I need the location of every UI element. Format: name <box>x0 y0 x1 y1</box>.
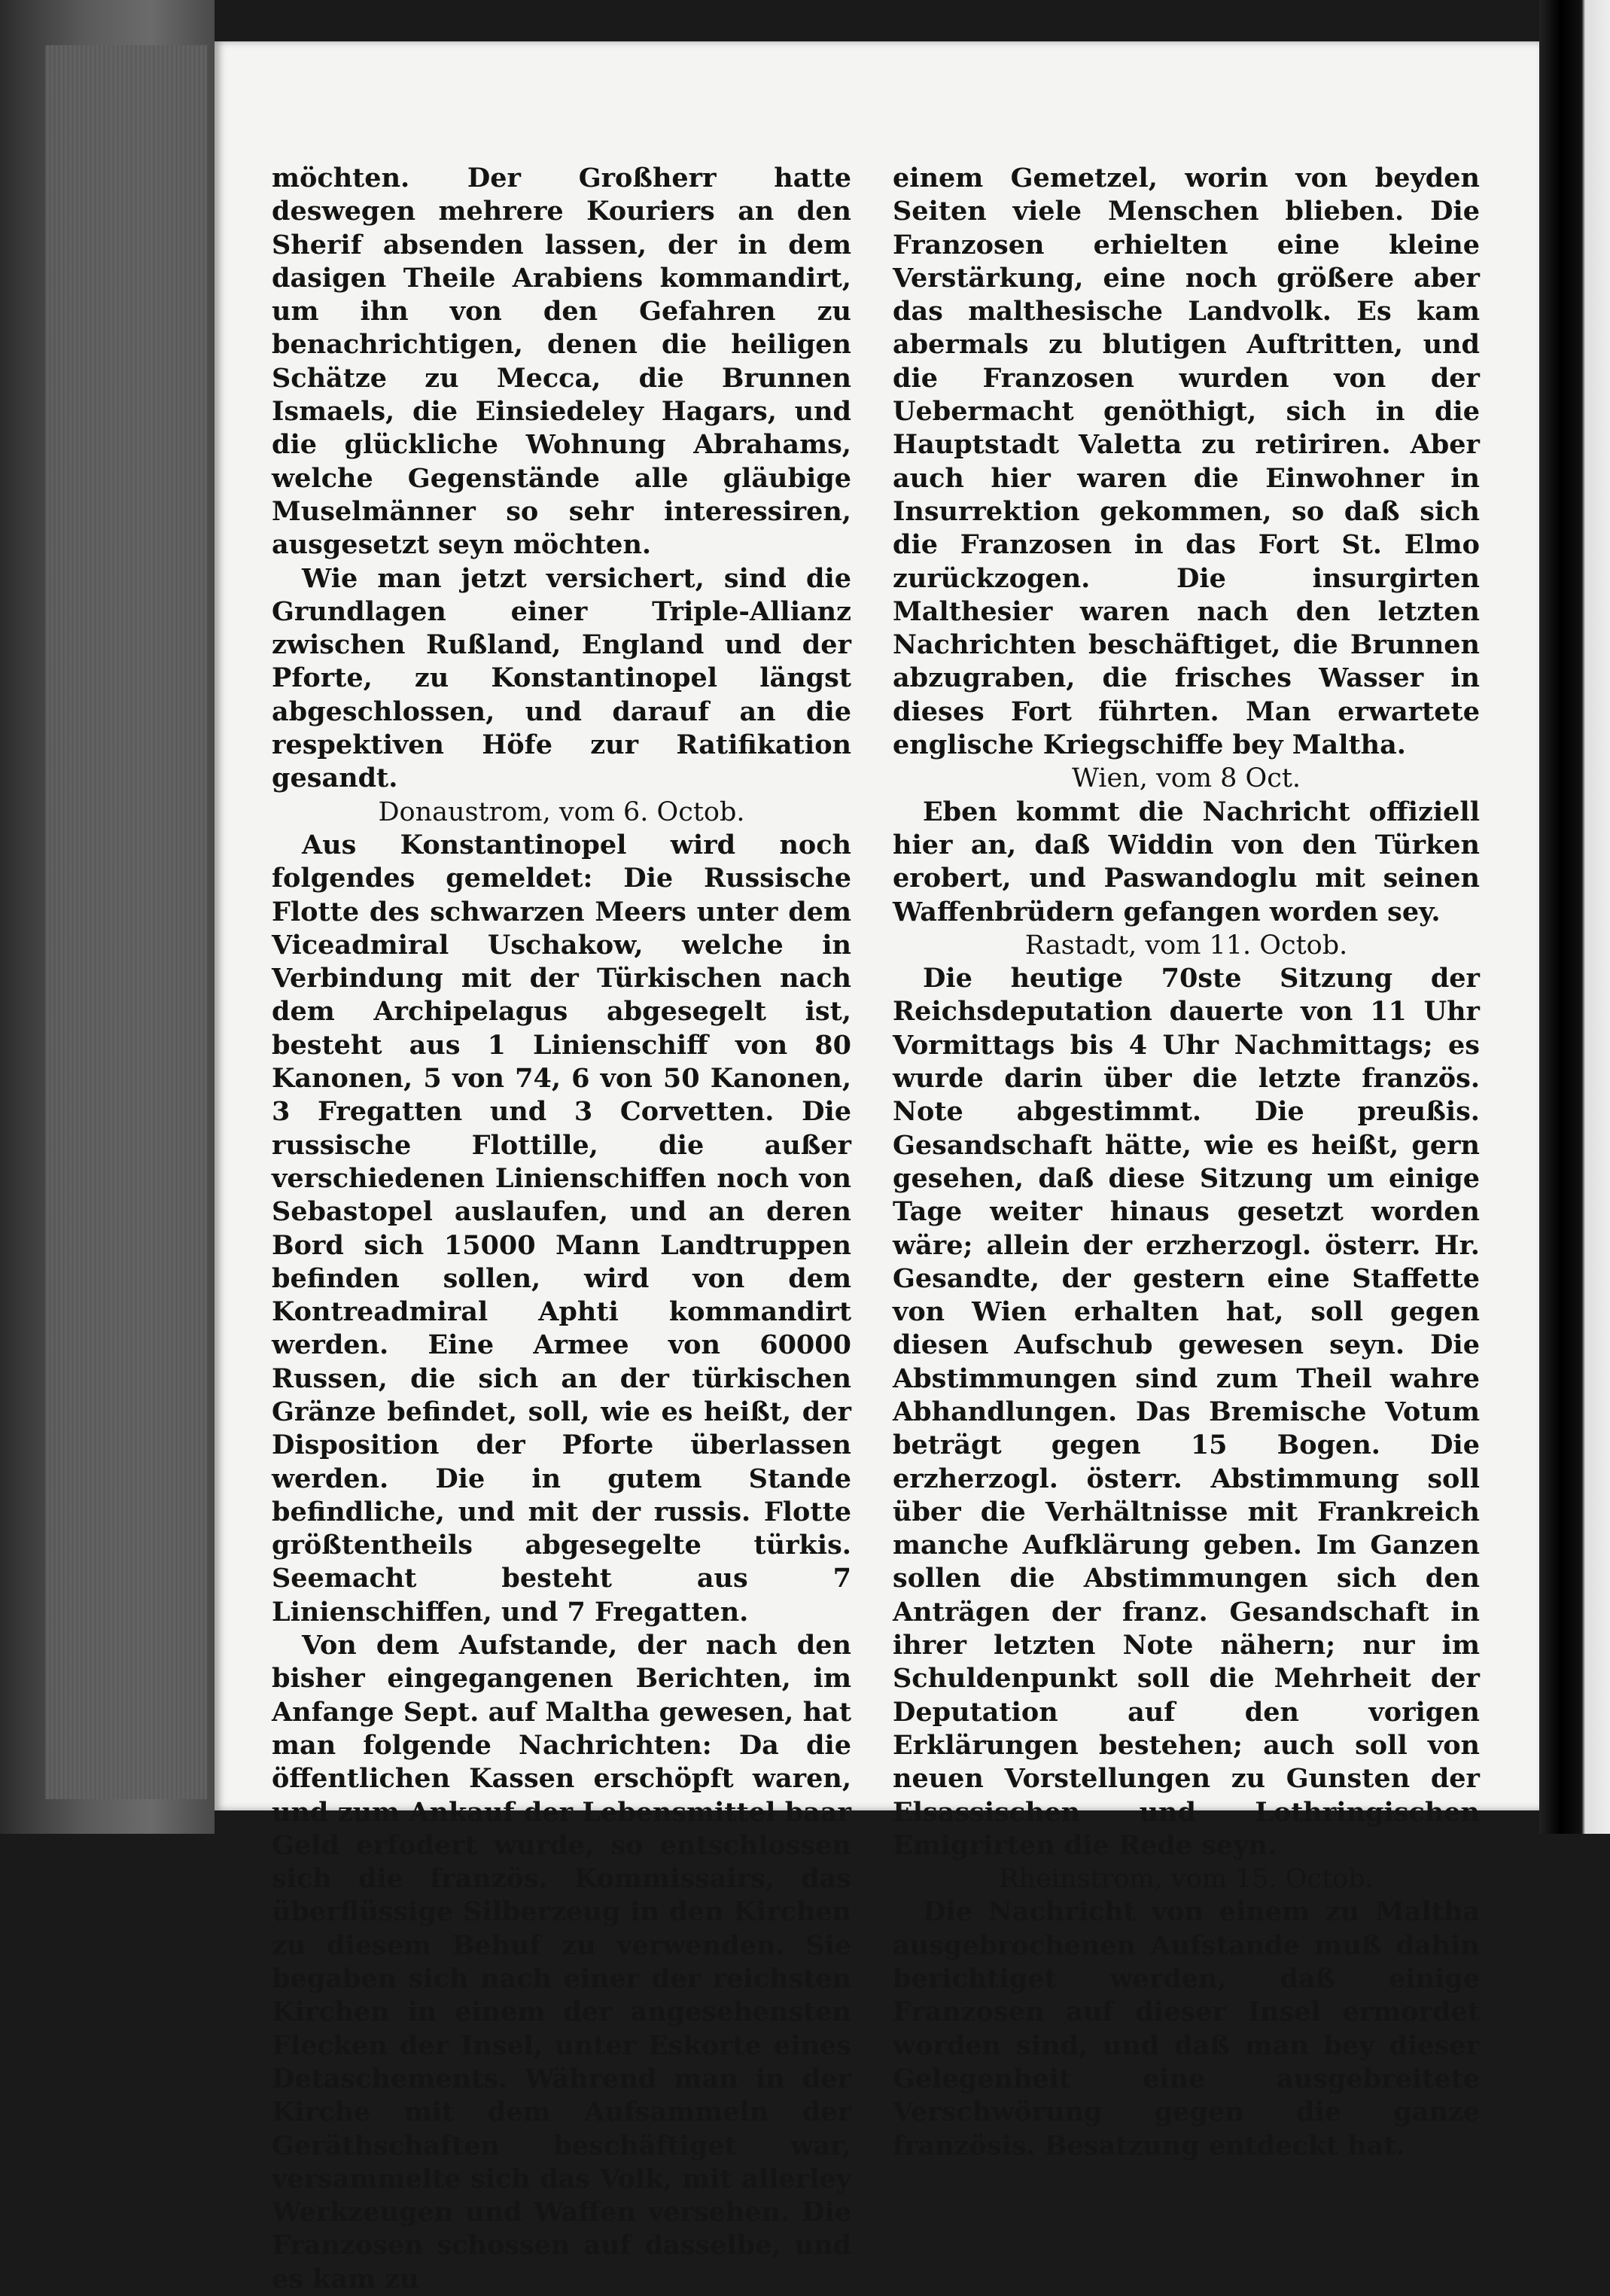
dateline: Rastadt, vom 11. Octob. <box>1024 930 1348 961</box>
article-paragraph: Die Nachricht von einem zu Maltha ausgebrochenen Aufstande muß dahin berichtiget werden, daß einige Franzosen auf dieser Insel ermordet worden sind, und daß man bey dieser Gelegenheit eine ausgebreitete Verschwörung gegen die ganze französis. Besatzung entdeckt hat. <box>893 1896 1480 2161</box>
dateline: Wien, vom 8 Oct. <box>1071 763 1301 794</box>
dateline: Rheinstrom, vom 15. Octob. <box>999 1864 1374 1895</box>
book-edge <box>0 0 215 1834</box>
article-paragraph: Wie man jetzt versichert, sind die Grundlagen einer Triple-Allianz zwischen Rußland, England und der Pforte, zu Konstantinopel längst abgeschlossen, und darauf an die respektiven Höfe zur Ratifikation gesandt. <box>272 562 851 794</box>
article-paragraph: einem Gemetzel, worin von beyden Seiten viele Menschen blieben. Die Franzosen erhielten eine kleine Verstärkung, eine noch größere aber das malthesische Landvolk. Es kam abermals zu blutigen Auftritten, und die Franzosen wurden von der Uebermacht genöthigt, sich in die Hauptstadt Valetta zu retiriren. Aber auch hier waren die Einwohner in Insurrektion gekommen, so daß sich die Franzosen in das Fort St. Elmo zurückzogen. Die insurgirten Malthesier waren nach den letzten Nachrichten beschäftiget, die Brunnen abzugraben, die frisches Wasser in dieses Fort führten. Man erwartete englische Kriegschiffe bey Maltha. <box>893 163 1480 761</box>
article-paragraph: Von dem Aufstande, der nach den bisher eingegangenen Berichten, im Anfange Sept. auf Maltha gewesen, hat man folgende Nachrichten: Da die öffentlichen Kassen erschöpft waren, und zum Ankauf der Lebensmittel baar Geld erfodert wurde, so entschlossen sich die französ. Kommissairs, das überflüssige Silberzeug in den Kirchen zu diesem Behuf zu verwenden. Sie begaben sich nach einer der reichsten Kirchen in einem der angesehensten Flecken der Insel, unter Eskorte eines Detaschements. Während man in der Kirche mit dem Aufsammeln der Geräthschaften beschäftiget war, versammelte sich das Volk, mit allerley Werkzeugen und Waffen versehen. Die Franzosen schossen auf dasselbe, und es kam zu <box>272 1630 851 2294</box>
right-column <box>893 162 1480 2163</box>
dateline: Donaustrom, vom 6. Octob. <box>378 796 745 827</box>
article-paragraph: Aus Konstantinopel wird noch folgendes gemeldet: Die Russische Flotte des schwarzen Meers unter dem Viceadmiral Uschakow, welche in Verbindung mit der Türkischen nach dem Archipelagus abgesegelt ist, besteht aus 1 Linienschiff von 80 Kanonen, 5 von 74, 6 von 50 Kanonen, 3 Fregatten und 3 Corvetten. Die russische Flottille, die außer verschiedenen Linienschiffen noch von Sebastopel auslaufen, und an deren Bord sich 15000 Mann Landtruppen befinden sollen, wird von dem Kontreadmiral Aphti kommandirt werden. Eine Armee von 60000 Russen, die sich an der türkischen Gränze befindet, soll, wie es heißt, der Disposition der Pforte überlassen werden. Die in gutem Stande befindliche, und mit der russis. Flotte größtentheils abgesegelte türkis. Seemacht besteht aus 7 Linienschiffen, und 7 Fregatten. <box>272 829 851 1628</box>
binding-shadow <box>1539 0 1610 1834</box>
left-column <box>272 162 851 2296</box>
page-stack-edge <box>45 45 207 1799</box>
article-paragraph: möchten. Der Großherr hatte deswegen mehrere Kouriers an den Sherif absenden lassen, der in dem dasigen Theile Arabiens kommandirt, um ihn von den Gefahren zu benachrichtigen, denen die heiligen Schätze zu Mecca, die Brunnen Ismaels, die Einsiedeley Hagars, und die glückliche Wohnung Abrahams, welche Gegenstände alle gläubige Muselmänner so sehr interessiren, ausgesetzt seyn möchten. <box>272 163 851 561</box>
article-paragraph: Die heutige 70ste Sitzung der Reichsdeputation dauerte von 11 Uhr Vormittags bis 4 Uhr Nachmittags; es wurde darin über die letzte französ. Note abgestimmt. Die preußis. Gesandschaft hätte, wie es heißt, gern gesehen, daß diese Sitzung um einige Tage weiter hinaus gesetzt worden wäre; allein der erzherzogl. österr. Hr. Gesandte, der gestern eine Staffette von Wien erhalten hat, soll gegen diesen Aufschub gewesen seyn. Die Abstimmungen sind zum Theil wahre Abhandlungen. Das Bremische Votum beträgt gegen 15 Bogen. Die erzherzogl. österr. Abstimmung soll über die Verhältnisse mit Frankreich manche Aufklärung geben. Im Ganzen sollen die Abstimmungen sich den Anträgen der franz. Gesandschaft in ihrer letzten Note nähern; nur im Schuldenpunkt soll die Mehrheit der Deputation auf den vorigen Erklärungen bestehen; auch soll von neuen Vorstellungen zu Gunsten der Elsassischen und Lothringischen Emigrirten die Rede seyn. <box>893 963 1480 1861</box>
article-paragraph: Eben kommt die Nachricht offiziell hier an, daß Widdin von den Türken erobert, und Paswandoglu mit seinen Waffenbrüdern gefangen worden sey. <box>893 796 1480 927</box>
